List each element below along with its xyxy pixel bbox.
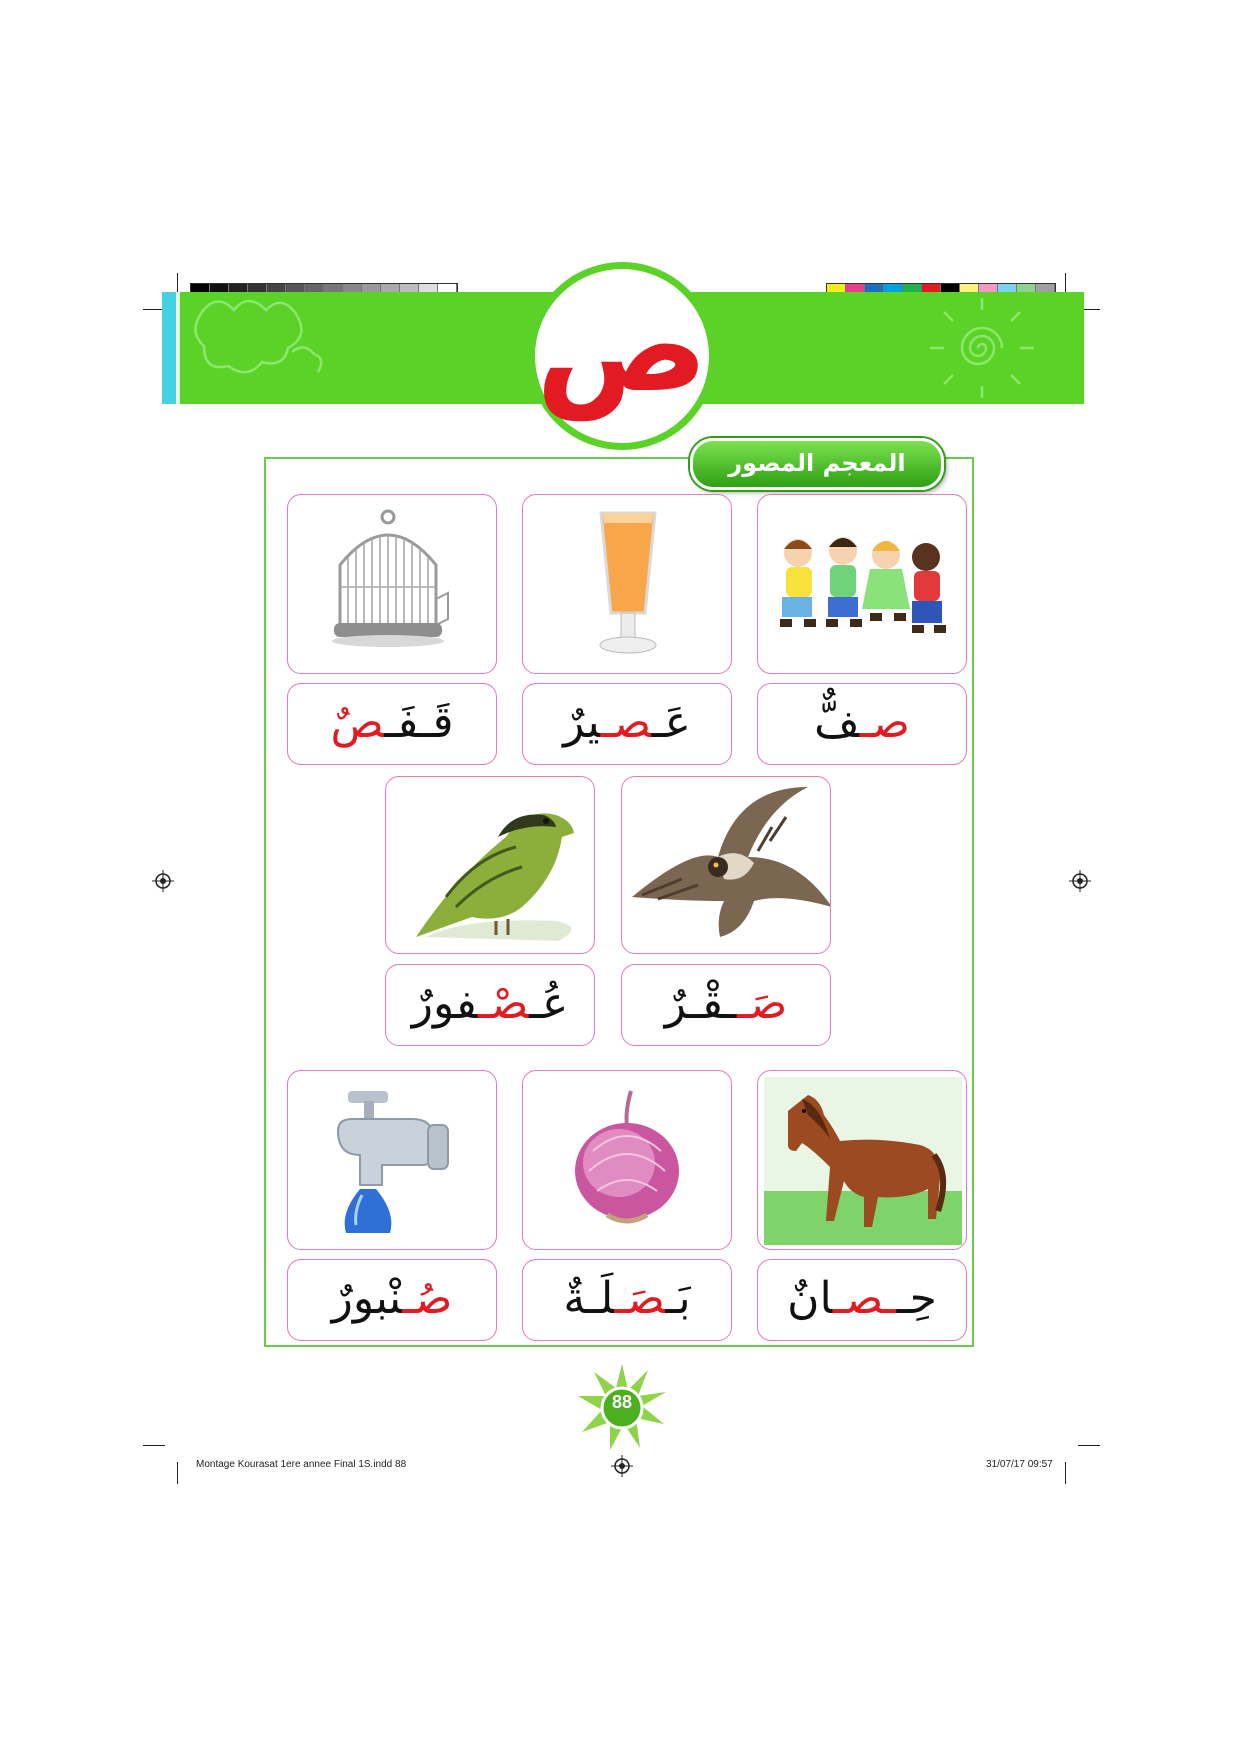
header-band-divider [176, 292, 180, 404]
word-card-6: حِــصـانٌ [757, 1259, 967, 1341]
featured-letter: ص [535, 272, 709, 421]
picture-card-juice [522, 494, 732, 674]
picture-card-cage [287, 494, 497, 674]
juice-glass-icon [523, 495, 732, 674]
registration-mark-left-icon [152, 870, 174, 892]
falcon-icon [622, 777, 831, 954]
word-card-8: صُـنْبورٌ [287, 1259, 497, 1341]
word-card-2: عَـصـيرٌ [522, 683, 732, 765]
registration-mark-bottom-icon [611, 1455, 633, 1477]
word-card-4: صَــقْـرٌ [621, 964, 831, 1046]
word-card-1: صـفٌّ [757, 683, 967, 765]
sparrow-icon [386, 777, 595, 954]
word-card-7: بَـصَـلَـةٌ [522, 1259, 732, 1341]
picture-card-sparrow [385, 776, 595, 954]
word-card-5: عُـصْـفورٌ [385, 964, 595, 1046]
picture-card-children [757, 494, 967, 674]
registration-mark-right-icon [1069, 870, 1091, 892]
picture-card-onion [522, 1070, 732, 1250]
water-tap-icon [288, 1071, 497, 1250]
section-title: المعجم المصور [690, 438, 944, 490]
page-number: 88 [611, 1392, 633, 1412]
onion-icon [523, 1071, 732, 1250]
bird-cage-icon [288, 495, 497, 674]
cloud-pattern-icon [192, 292, 352, 404]
word-card-3: قَـفَـصٌ [287, 683, 497, 765]
picture-card-tap [287, 1070, 497, 1250]
footer-date: 31/07/17 09:57 [986, 1459, 1053, 1470]
sun-spiral-icon [922, 296, 1042, 400]
footer-file-name: Montage Kourasat 1ere annee Final 1S.indd 88 [196, 1459, 407, 1470]
picture-card-falcon [621, 776, 831, 954]
picture-card-horse [757, 1070, 967, 1250]
group-of-children-icon [758, 495, 967, 674]
horse-icon [758, 1071, 967, 1250]
